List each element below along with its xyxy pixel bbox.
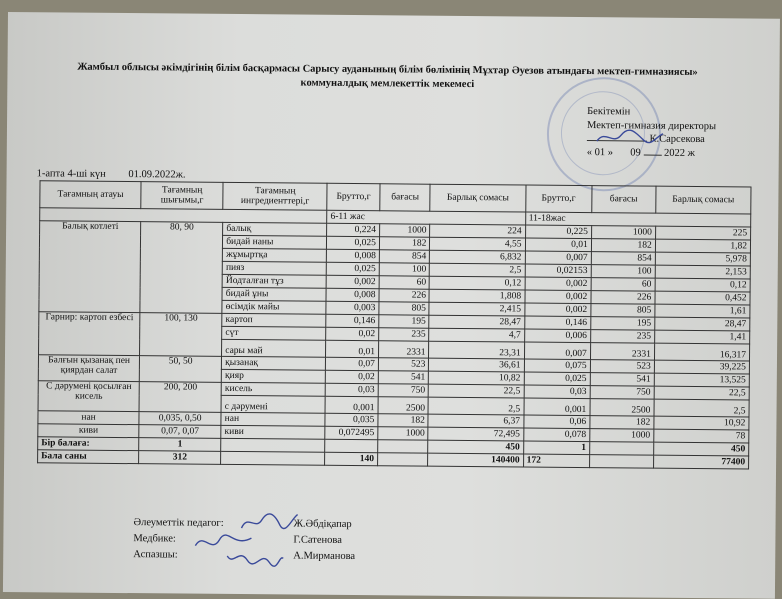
brutto-1: 0,02 bbox=[326, 327, 379, 340]
col-total-2: Барлық сомасы bbox=[656, 186, 751, 214]
kefir-b2: 0,078 bbox=[523, 428, 589, 442]
total-2: 28,47 bbox=[655, 317, 750, 331]
col-price-2: бағасы bbox=[592, 186, 656, 214]
cook-signature bbox=[225, 546, 285, 569]
kefir-s1: 72,495 bbox=[428, 427, 523, 441]
kefir-yield: 0,07, 0,07 bbox=[139, 425, 221, 439]
price-1: 226 bbox=[379, 289, 430, 302]
dish-yield: 80, 90 bbox=[140, 222, 223, 314]
name-social-pedagogue: Ж.Әбдіқапар bbox=[293, 518, 352, 531]
brutto-2: 0,002 bbox=[525, 290, 591, 304]
total-2: 1,41 bbox=[654, 330, 749, 344]
count-s1: 140400 bbox=[428, 453, 523, 467]
total-1: 10,82 bbox=[429, 371, 524, 385]
ingredient: қияр bbox=[221, 369, 325, 383]
col-price-1: бағасы bbox=[380, 184, 431, 211]
per-child-v1: 1 bbox=[139, 438, 221, 452]
kefir-p1: 1000 bbox=[378, 427, 429, 440]
approval-position: Мектеп-гимназия директоры bbox=[586, 119, 717, 132]
ingredient: балық bbox=[223, 222, 327, 236]
ingredient: с дәрумені bbox=[221, 395, 325, 413]
total-2: 13,525 bbox=[654, 373, 749, 387]
brutto-2: 0,146 bbox=[524, 316, 590, 330]
bread-yield: 0,035, 0,50 bbox=[139, 412, 221, 426]
total-2: 16,317 bbox=[654, 343, 749, 361]
brutto-2: 0,006 bbox=[524, 329, 590, 343]
role-nurse: Медбике: bbox=[133, 533, 176, 545]
kefir-s2: 78 bbox=[654, 429, 749, 443]
dish-yield: 50, 50 bbox=[140, 356, 222, 383]
ingredient: жұмыртқа bbox=[223, 248, 327, 262]
total-1: 2,5 bbox=[430, 263, 525, 277]
price-1: 182 bbox=[379, 237, 430, 250]
brutto-1: 0,003 bbox=[326, 301, 379, 314]
total-2: 225 bbox=[655, 226, 750, 240]
brutto-1: 0,025 bbox=[327, 236, 380, 249]
brutto-2: 0,03 bbox=[524, 385, 590, 399]
dish-yield: 100, 130 bbox=[140, 313, 222, 357]
price-2: 750 bbox=[590, 386, 654, 400]
ingredient: қызанақ bbox=[222, 356, 326, 370]
role-cook: Аспазшы: bbox=[133, 549, 178, 561]
total-1: 36,61 bbox=[429, 358, 524, 372]
price-2: 2331 bbox=[590, 343, 654, 361]
kefir-ingredient: киви bbox=[221, 425, 325, 439]
approval-date: « 01 » 09 2022 ж bbox=[586, 146, 695, 159]
bread-p2: 182 bbox=[590, 416, 654, 430]
brutto-2: 0,007 bbox=[525, 251, 591, 265]
ingredient: сүт bbox=[222, 326, 326, 340]
bread-name: нан bbox=[38, 411, 139, 425]
kefir-name: киви bbox=[38, 424, 139, 438]
count-label: Бала саны bbox=[38, 450, 139, 464]
brutto-1: 0,07 bbox=[326, 357, 379, 370]
count-n1: 140 bbox=[325, 452, 378, 465]
price-2: 1000 bbox=[591, 226, 655, 240]
price-2: 523 bbox=[590, 360, 654, 374]
count-s2: 77400 bbox=[653, 455, 748, 469]
approval-title: Бекітемін bbox=[587, 106, 631, 118]
dish-name: С дәрумені қосылған кисель bbox=[38, 381, 140, 412]
price-1: 541 bbox=[378, 371, 429, 384]
approval-director: К.Сарсекова bbox=[587, 132, 716, 147]
total-1: 2,5 bbox=[428, 397, 523, 415]
total-2: 0,12 bbox=[655, 278, 750, 292]
col-brutto-1: Брутто,г bbox=[327, 183, 380, 210]
total-2: 22,5 bbox=[654, 386, 749, 400]
price-2: 60 bbox=[591, 278, 655, 292]
ingredient: Йодталған тұз bbox=[222, 274, 326, 288]
org-line-2: коммуналдық мемлекеттік мекемесі bbox=[300, 77, 475, 91]
dish-name: Балғын қызанақ пен қиярдан салат bbox=[38, 355, 139, 382]
price-1: 523 bbox=[378, 358, 429, 371]
bread-b1: 0,035 bbox=[325, 413, 378, 426]
price-2: 235 bbox=[590, 330, 654, 344]
price-2: 100 bbox=[591, 265, 655, 279]
total-1: 4,55 bbox=[430, 237, 525, 251]
brutto-2: 0,01 bbox=[525, 238, 591, 252]
price-2: 226 bbox=[591, 291, 655, 305]
price-2: 195 bbox=[591, 317, 655, 331]
price-2: 182 bbox=[591, 239, 655, 253]
name-nurse: Г.Сатенова bbox=[293, 534, 342, 546]
bread-s2: 10,92 bbox=[654, 416, 749, 430]
dish-name: Гарнир: картоп езбесі bbox=[39, 312, 141, 356]
ingredient: өсімдік майы bbox=[222, 300, 326, 314]
ingredient: пияз bbox=[222, 261, 326, 275]
total-1: 224 bbox=[430, 224, 525, 238]
kefir-b1: 0,072495 bbox=[325, 426, 378, 439]
dish-name: Балық котлеті bbox=[39, 221, 141, 313]
per-child-s2: 450 bbox=[653, 442, 748, 456]
brutto-1: 0,025 bbox=[326, 262, 379, 275]
per-child-s1: 450 bbox=[428, 440, 523, 454]
role-social-pedagogue: Әлеуметтік педагог: bbox=[133, 517, 224, 529]
price-1: 2500 bbox=[378, 397, 429, 414]
count-v1: 312 bbox=[139, 451, 221, 465]
price-2: 2500 bbox=[590, 399, 654, 417]
brutto-1: 0,008 bbox=[326, 288, 379, 301]
brutto-2: 0,025 bbox=[524, 372, 590, 386]
brutto-1: 0,01 bbox=[326, 340, 379, 357]
brutto-2: 0,002 bbox=[524, 303, 590, 317]
name-cook: А.Мирманова bbox=[293, 550, 356, 563]
ingredient: сары май bbox=[222, 339, 326, 357]
price-1: 100 bbox=[379, 263, 430, 276]
brutto-1: 0,146 bbox=[326, 314, 379, 327]
director-signature bbox=[595, 127, 665, 148]
price-2: 854 bbox=[591, 252, 655, 266]
menu-table bbox=[37, 180, 751, 469]
org-line-1: Жамбыл облысы әкімдігінің білім басқармасы Сарысу ауданының білім бөлімінің Мұхтар Әуезов атындағы мектеп-гимназиясы» bbox=[77, 61, 698, 79]
brutto-2: 0,001 bbox=[524, 398, 590, 416]
document-sheet bbox=[3, 12, 780, 599]
price-1: 805 bbox=[379, 302, 430, 315]
total-1: 0,12 bbox=[430, 276, 525, 290]
price-1: 195 bbox=[379, 315, 430, 328]
price-1: 2331 bbox=[378, 341, 429, 358]
bread-s1: 6,37 bbox=[428, 414, 523, 428]
total-2: 1,82 bbox=[655, 239, 750, 253]
brutto-2: 0,007 bbox=[524, 342, 590, 360]
ingredient: кисель bbox=[221, 382, 325, 396]
brutto-1: 0,001 bbox=[325, 396, 378, 413]
total-2: 5,978 bbox=[655, 252, 750, 266]
price-1: 60 bbox=[379, 276, 430, 289]
total-1: 28,47 bbox=[429, 315, 524, 329]
total-1: 23,31 bbox=[429, 341, 524, 359]
brutto-1: 0,008 bbox=[327, 249, 380, 262]
brutto-1: 0,03 bbox=[325, 383, 378, 396]
col-brutto-2: Брутто,г bbox=[525, 185, 591, 213]
price-2: 805 bbox=[591, 304, 655, 318]
col-total-1: Барлық сомасы bbox=[430, 184, 525, 212]
total-1: 1,808 bbox=[429, 289, 524, 303]
age-group-2: 11-18жас bbox=[525, 212, 751, 227]
per-child-v2: 1 bbox=[523, 441, 589, 455]
brutto-1: 0,002 bbox=[326, 275, 379, 288]
ingredient: бидай наны bbox=[223, 235, 327, 249]
age-group-1: 6-11 жас bbox=[327, 210, 525, 225]
total-2: 2,5 bbox=[654, 399, 749, 417]
dish-yield: 200, 200 bbox=[139, 382, 221, 413]
col-yield: Тағамның шығымы,г bbox=[141, 182, 223, 210]
pedagogue-signature bbox=[239, 510, 299, 535]
price-1: 235 bbox=[379, 328, 430, 341]
brutto-2: 0,02153 bbox=[525, 264, 591, 278]
ingredient: картоп bbox=[222, 313, 326, 327]
brutto-1: 0,02 bbox=[326, 370, 379, 383]
price-1: 750 bbox=[378, 384, 429, 397]
bread-ingredient: нан bbox=[221, 412, 325, 426]
total-1: 6,832 bbox=[430, 250, 525, 264]
total-2: 0,452 bbox=[655, 291, 750, 305]
ingredient: бидай ұны bbox=[222, 287, 326, 301]
col-ingredients: Тағамның ингредиенттері,г bbox=[223, 182, 327, 210]
per-child-label: Бір балаға: bbox=[38, 437, 139, 451]
total-2: 2,153 bbox=[655, 265, 750, 279]
count-n2: 172 bbox=[523, 454, 589, 468]
col-dish: Тағамның атауы bbox=[40, 181, 141, 209]
total-2: 39,225 bbox=[654, 360, 749, 374]
price-1: 854 bbox=[379, 250, 430, 263]
price-2: 541 bbox=[590, 373, 654, 387]
total-1: 22,5 bbox=[429, 384, 524, 398]
total-2: 1,61 bbox=[655, 304, 750, 318]
kefir-p2: 1000 bbox=[590, 429, 654, 443]
total-1: 4,7 bbox=[429, 328, 524, 342]
bread-b2: 0,06 bbox=[523, 415, 589, 429]
bread-p1: 182 bbox=[378, 414, 429, 427]
brutto-2: 0,225 bbox=[525, 225, 591, 239]
total-1: 2,415 bbox=[429, 302, 524, 316]
week-day-label: 1-апта 4-ші күн 01.09.2022ж. bbox=[36, 168, 186, 181]
price-1: 1000 bbox=[380, 224, 431, 237]
brutto-2: 0,002 bbox=[525, 277, 591, 291]
brutto-1: 0,224 bbox=[327, 223, 380, 236]
brutto-2: 0,075 bbox=[524, 359, 590, 373]
